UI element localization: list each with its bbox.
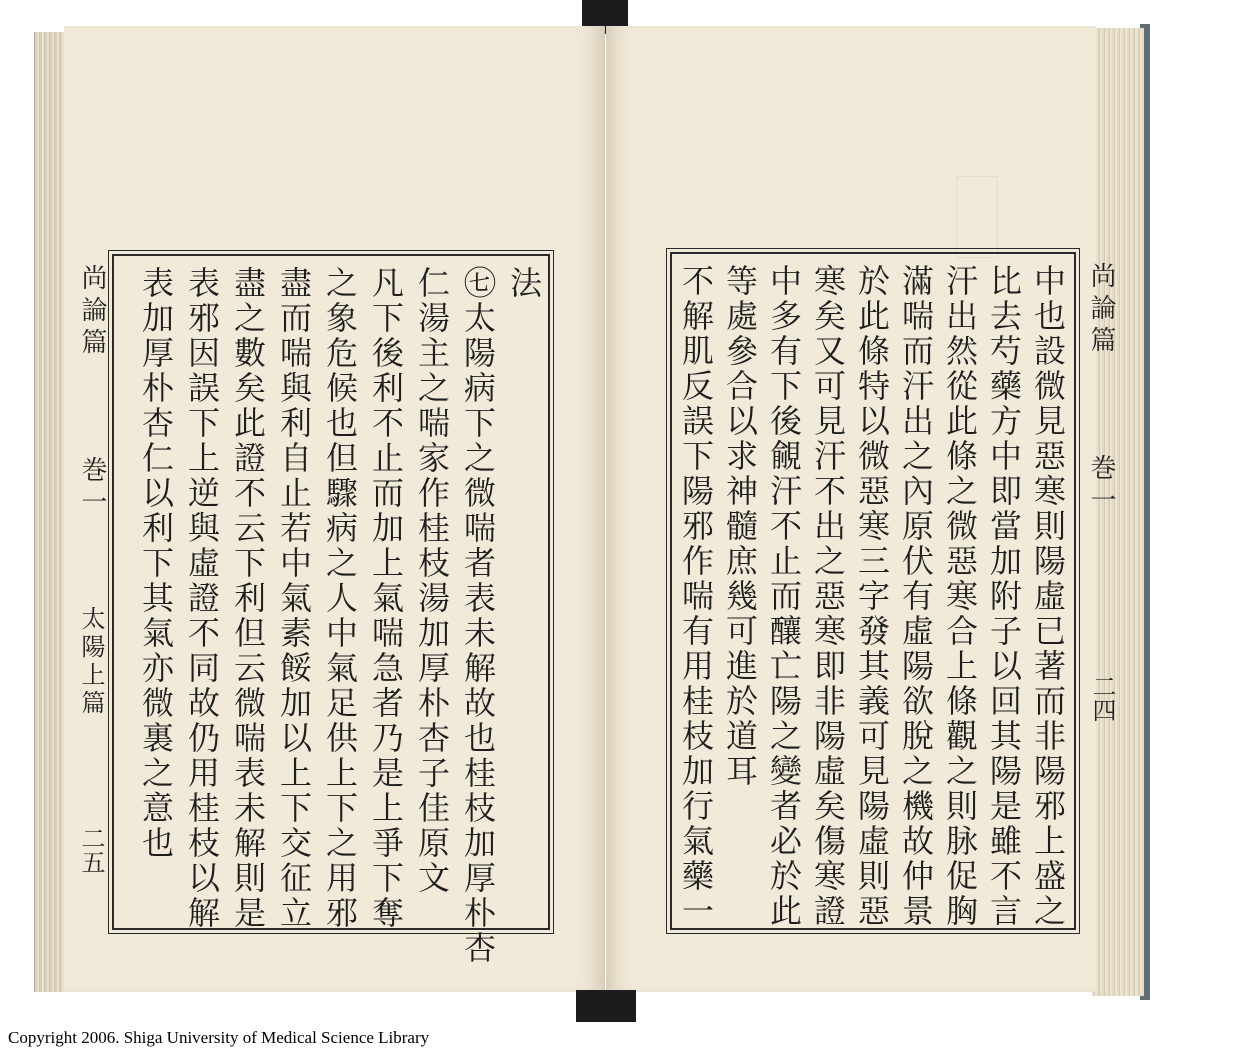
right-column-4: 滿喘而汗出之內原伏有虛陽欲脫之機故仲景 [897, 264, 935, 929]
left-column-9: 表加厚朴杏仁以利下其氣亦微裏之意也 [137, 266, 175, 861]
left-column-1: 法 [505, 266, 543, 301]
right-column-5: 於此條特以微惡寒三字發其義可見陽虛則惡 [853, 264, 891, 929]
right-column-2: 比去芍藥方中即當加附子以回其陽是雖不言 [985, 264, 1023, 929]
right-column-7: 中多有下後覦汗不止而釀亡陽之變者必於此 [765, 264, 803, 929]
left-column-7: 盡之數矣此證不云下利但云微喘表未解則是 [229, 266, 267, 931]
right-column-1: 中也設微見惡寒則陽虛已著而非陽邪上盛之 [1029, 264, 1067, 929]
left-column-3: 仁湯主之喘家作桂枝湯加厚朴杏子佳原文 [413, 266, 451, 896]
left-column-6: 盡而喘與利自止若中氣素餒加以上下交征立 [275, 266, 313, 931]
left-column-4: 凡下後利不止而加上氣喘急者乃是上爭下奪 [367, 266, 405, 931]
left-column-5: 之象危候也但驟病之人中氣足供上下之用邪 [321, 266, 359, 931]
left-margin-section: 太陽上篇 [77, 606, 105, 718]
right-margin-title: 尚論篇 [1086, 262, 1116, 358]
right-page [606, 26, 1116, 992]
left-margin-volume: 巻一 [77, 456, 107, 520]
left-text-frame [77, 254, 550, 966]
right-column-6: 寒矣又可見汗不出之惡寒即非陽虛矣傷寒證 [809, 264, 847, 929]
left-margin-page-number: 二五 [77, 826, 105, 874]
right-column-9: 不解肌反誤下陽邪作喘有用桂枝加行氣藥一 [677, 264, 715, 929]
right-column-3: 汗出然從此條之微惡寒合上條觀之則脉促胸 [941, 264, 979, 929]
faded-seal-stamp [956, 176, 998, 258]
right-text-frame [670, 252, 1116, 930]
copyright-notice: Copyright 2006. Shiga University of Medical Science Library [8, 1028, 430, 1047]
right-column-8: 等處參合以求神髓庶幾可進於道耳 [721, 264, 759, 789]
left-column-2: ㊆太陽病下之微喘者表未解故也桂枝加厚朴杏 [459, 266, 497, 966]
left-page [64, 26, 605, 992]
left-column-8: 表邪因誤下上逆與虛證不同故仍用桂枝以解 [183, 266, 221, 931]
binding-clip-bottom [576, 990, 636, 1022]
left-margin-title: 尚論篇 [77, 264, 107, 360]
right-margin-volume: 巻一 [1086, 454, 1116, 518]
right-margin-page-number: 二四 [1088, 674, 1116, 722]
